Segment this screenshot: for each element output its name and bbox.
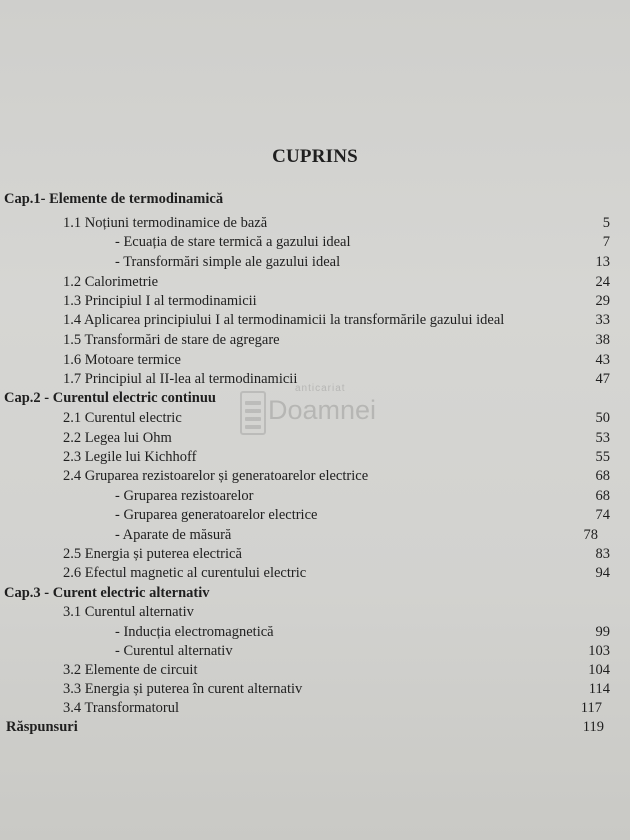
toc-entry [0,273,630,292]
toc-entry [0,409,630,428]
toc-page-number: 119 [582,719,604,735]
toc-entry [0,429,630,448]
toc-page-number: 33 [595,312,610,328]
toc-label: 2.4 Gruparea rezistoarelor și generatoarelor electrice [63,468,369,484]
toc-entry [0,661,630,680]
toc-entry [0,526,630,545]
toc-page-number: 50 [595,410,610,426]
toc-label: - Inducția electromagnetică [115,624,274,640]
toc-page-number: 5 [602,215,610,231]
toc-entry [0,545,630,564]
toc-label: Cap.1- Elemente de termodinamică [4,191,224,207]
toc-entry [0,448,630,467]
toc-entry [0,699,630,718]
toc-answers [0,718,630,737]
toc-label: 1.1 Noțiuni termodinamice de bază [63,215,268,231]
toc-page-number: 43 [595,352,610,368]
watermark-top-text: anticariat [295,383,346,394]
toc-page-number: 47 [595,371,610,387]
toc-label: 1.4 Aplicarea principiului I al termodinamicii la transformările gazului ideal [63,312,505,328]
toc-label: 2.6 Efectul magnetic al curentului electric [63,565,307,581]
toc-page-number: 103 [588,643,610,659]
toc-page-number: 68 [595,468,610,484]
toc-entry [0,506,630,525]
toc-entry [0,564,630,583]
toc-label: - Transformări simple ale gazului ideal [115,254,341,270]
toc-entry [0,487,630,506]
toc-page-number: 7 [602,234,610,250]
toc-page-number: 94 [595,565,610,581]
toc-page-number: 78 [583,527,598,543]
toc-chapter-3 [0,584,630,603]
toc-label: 1.3 Principiul I al termodinamicii [63,293,257,309]
toc-entry [0,214,630,233]
toc-page-number: 114 [588,681,610,697]
toc-label: - Gruparea generatoarelor electrice [115,507,318,523]
toc-entry [0,331,630,350]
toc-page-number: 38 [595,332,610,348]
page-title: CUPRINS [272,146,358,167]
toc-page-number: 117 [580,700,602,716]
toc-label: - Aparate de măsură [115,527,232,543]
toc-label: Cap.3 - Curent electric alternativ [4,585,210,601]
toc-label: Cap.2 - Curentul electric continuu [4,390,216,406]
toc-entry [0,311,630,330]
toc-label: 3.3 Energia și puterea în curent alternativ [63,681,303,697]
toc-entry [0,603,630,622]
toc-page-number: 24 [595,274,610,290]
toc-page-number: 104 [588,662,610,678]
toc-label: 2.2 Legea lui Ohm [63,430,172,446]
watermark-main-text: Doamnei [268,395,377,425]
toc-entry [0,253,630,272]
toc-entry [0,642,630,661]
toc-page-number: 29 [595,293,610,309]
toc-page-number: 68 [595,488,610,504]
toc-entry [0,292,630,311]
toc-chapter-2 [0,389,630,408]
toc-page-number: 99 [595,624,610,640]
toc-page-number: 55 [595,449,610,465]
toc-label: 1.7 Principiul al II-lea al termodinamicii [63,371,298,387]
toc-label: 1.6 Motoare termice [63,352,181,368]
toc-label: 3.1 Curentul alternativ [63,604,194,620]
toc-entry [0,233,630,252]
toc-entry [0,370,630,389]
toc-label: 3.4 Transformatorul [63,700,179,716]
toc-label: Răspunsuri [6,719,78,735]
toc-label: 1.5 Transformări de stare de agregare [63,332,280,348]
toc-entry [0,467,630,486]
toc-entry [0,680,630,699]
toc-label: 1.2 Calorimetrie [63,274,159,290]
toc-page-number: 13 [595,254,610,270]
toc-label: 2.5 Energia și puterea electrică [63,546,242,562]
toc-page-number: 74 [595,507,610,523]
toc-entry [0,351,630,370]
toc-label: 2.1 Curentul electric [63,410,182,426]
toc-label: 2.3 Legile lui Kichhoff [63,449,197,465]
toc-entry [0,623,630,642]
toc-chapter-1 [0,190,630,209]
toc-label: - Curentul alternativ [115,643,233,659]
toc-label: - Gruparea rezistoarelor [115,488,254,504]
toc-page-number: 53 [595,430,610,446]
toc-label: 3.2 Elemente de circuit [63,662,198,678]
toc-page-number: 83 [595,546,610,562]
toc-label: - Ecuația de stare termică a gazului ideal [115,234,351,250]
